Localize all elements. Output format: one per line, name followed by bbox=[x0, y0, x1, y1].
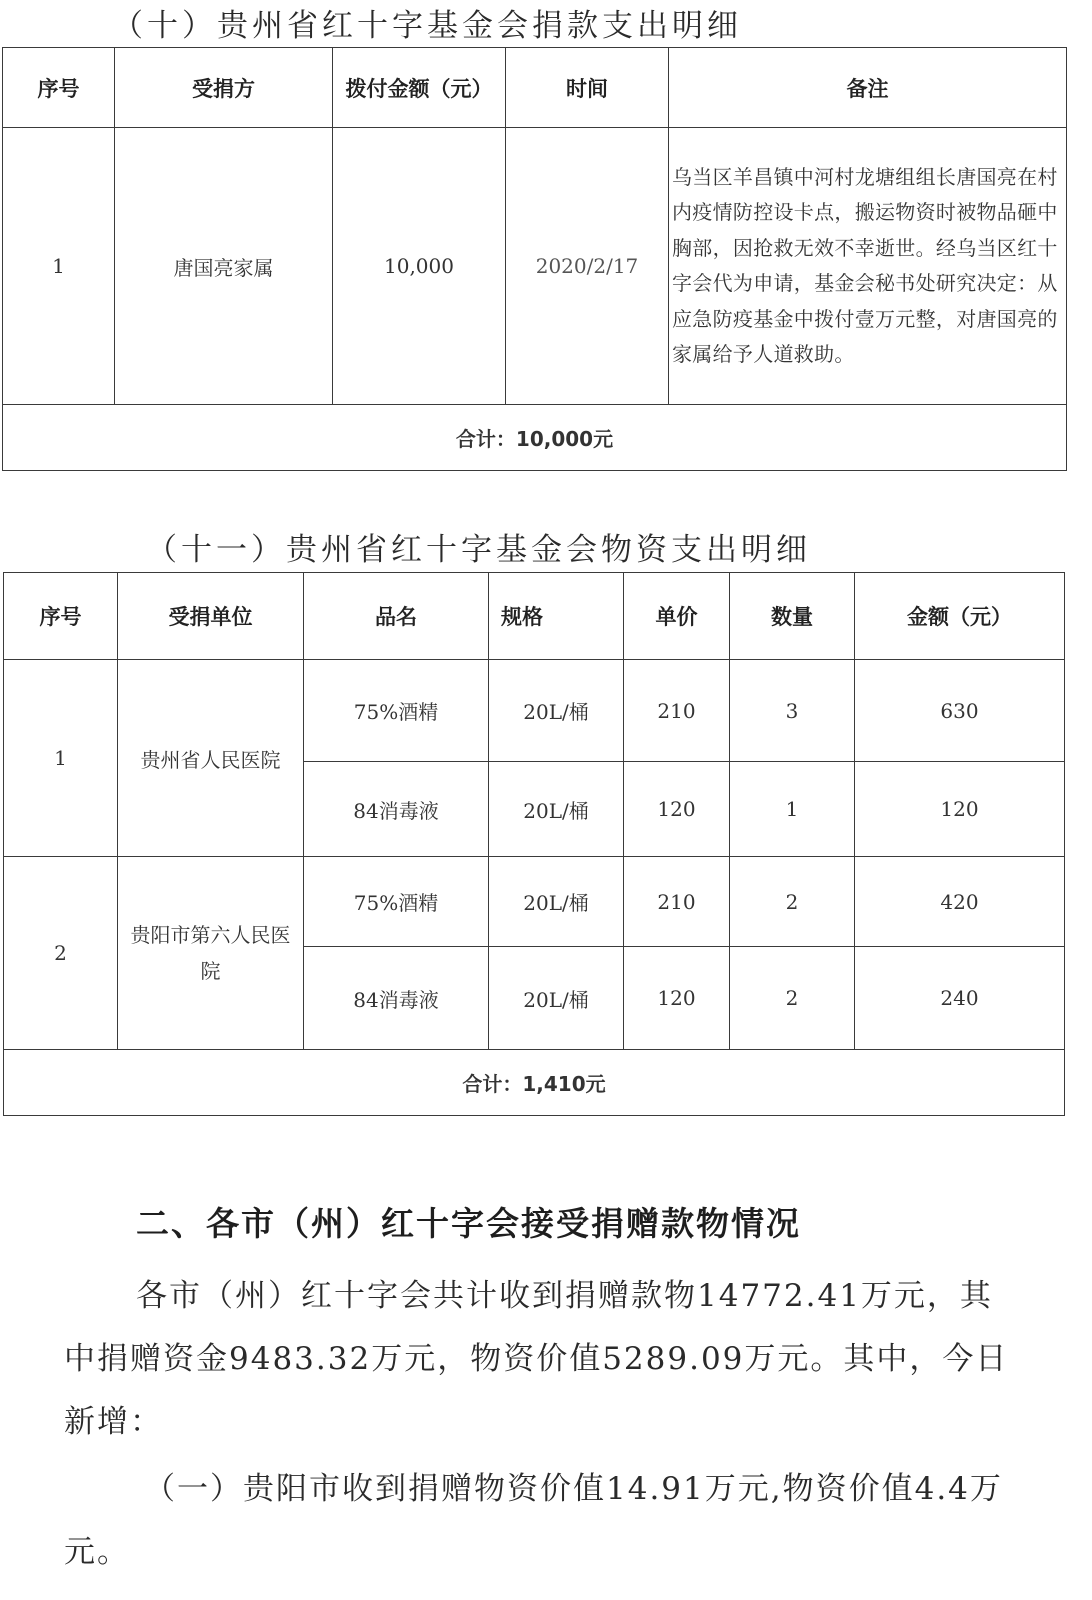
cell-no: 1 bbox=[3, 128, 115, 405]
cell-qty: 1 bbox=[730, 762, 855, 857]
cell-item-name: 75%酒精 bbox=[304, 857, 489, 947]
summary-paragraph: 各市（州）红十字会共计收到捐赠款物14772.41万元，其中捐赠资金9483.32万元，物资价值5289.09万元。其中，今日新增： bbox=[64, 1278, 1009, 1440]
table-total-row bbox=[3, 405, 1067, 471]
col-header-no: 序号 bbox=[4, 573, 118, 660]
table-header-row bbox=[3, 48, 1067, 128]
cell-no: 1 bbox=[4, 660, 118, 857]
cell-qty: 3 bbox=[730, 660, 855, 762]
guiyang-paragraph: （一）贵阳市收到捐赠物资价值14.91万元,物资价值4.4万元。 bbox=[64, 1471, 1003, 1570]
cell-date: 2020/2/17 bbox=[506, 128, 669, 405]
section-10-title: （十）贵州省红十字基金会捐款支出明细 bbox=[112, 8, 742, 44]
cell-spec: 20L/桶 bbox=[489, 660, 624, 762]
cell-price: 210 bbox=[624, 857, 730, 947]
table-row bbox=[4, 857, 1065, 947]
cell-price: 210 bbox=[624, 660, 730, 762]
cell-recipient: 唐国亮家属 bbox=[115, 128, 333, 405]
material-expense-table bbox=[3, 572, 1065, 1116]
cell-unit: 贵阳市第六人民医院 bbox=[118, 857, 304, 1050]
table-total-row bbox=[4, 1050, 1065, 1116]
cell-qty: 2 bbox=[730, 947, 855, 1050]
cell-amount: 630 bbox=[855, 660, 1065, 762]
cell-item-name: 84消毒液 bbox=[304, 762, 489, 857]
cell-price: 120 bbox=[624, 762, 730, 857]
table-row bbox=[4, 660, 1065, 762]
cell-qty: 2 bbox=[730, 857, 855, 947]
total-cell: 合计：10,000元 bbox=[3, 405, 1067, 471]
cell-spec: 20L/桶 bbox=[489, 947, 624, 1050]
col-header-remark: 备注 bbox=[669, 48, 1067, 128]
donation-expense-table bbox=[2, 47, 1067, 471]
cell-spec: 20L/桶 bbox=[489, 857, 624, 947]
col-header-qty: 数量 bbox=[730, 573, 855, 660]
table-header-row bbox=[4, 573, 1065, 660]
cell-amount: 120 bbox=[855, 762, 1065, 857]
col-header-amount: 金额（元） bbox=[855, 573, 1065, 660]
cell-item-name: 84消毒液 bbox=[304, 947, 489, 1050]
col-header-spec: 规格 bbox=[489, 573, 624, 660]
cell-spec: 20L/桶 bbox=[489, 762, 624, 857]
cell-unit: 贵州省人民医院 bbox=[118, 660, 304, 857]
section-11-title: （十一）贵州省红十字基金会物资支出明细 bbox=[146, 532, 811, 568]
col-header-price: 单价 bbox=[624, 573, 730, 660]
cell-amount: 420 bbox=[855, 857, 1065, 947]
table-row bbox=[3, 128, 1067, 405]
col-header-date: 时间 bbox=[506, 48, 669, 128]
cell-amount: 240 bbox=[855, 947, 1065, 1050]
col-header-amount: 拨付金额（元） bbox=[333, 48, 506, 128]
section-2-heading: 二、各市（州）红十字会接受捐赠款物情况 bbox=[136, 1204, 801, 1243]
cell-no: 2 bbox=[4, 857, 118, 1050]
col-header-item-name: 品名 bbox=[304, 573, 489, 660]
cell-amount: 10,000 bbox=[333, 128, 506, 405]
cell-remark: 乌当区羊昌镇中河村龙塘组组长唐国亮在村内疫情防控设卡点，搬运物资时被物品砸中胸部，因抢救无效不幸逝世。经乌当区红十字会代为申请，基金会秘书处研究决定：从应急防疫基金中拨付壹万元整，对唐国亮的家属给予人道救助。 bbox=[669, 128, 1067, 405]
total-cell: 合计：1,410元 bbox=[4, 1050, 1065, 1116]
col-header-unit: 受捐单位 bbox=[118, 573, 304, 660]
cell-item-name: 75%酒精 bbox=[304, 660, 489, 762]
col-header-recipient: 受捐方 bbox=[115, 48, 333, 128]
cell-price: 120 bbox=[624, 947, 730, 1050]
col-header-no: 序号 bbox=[3, 48, 115, 128]
